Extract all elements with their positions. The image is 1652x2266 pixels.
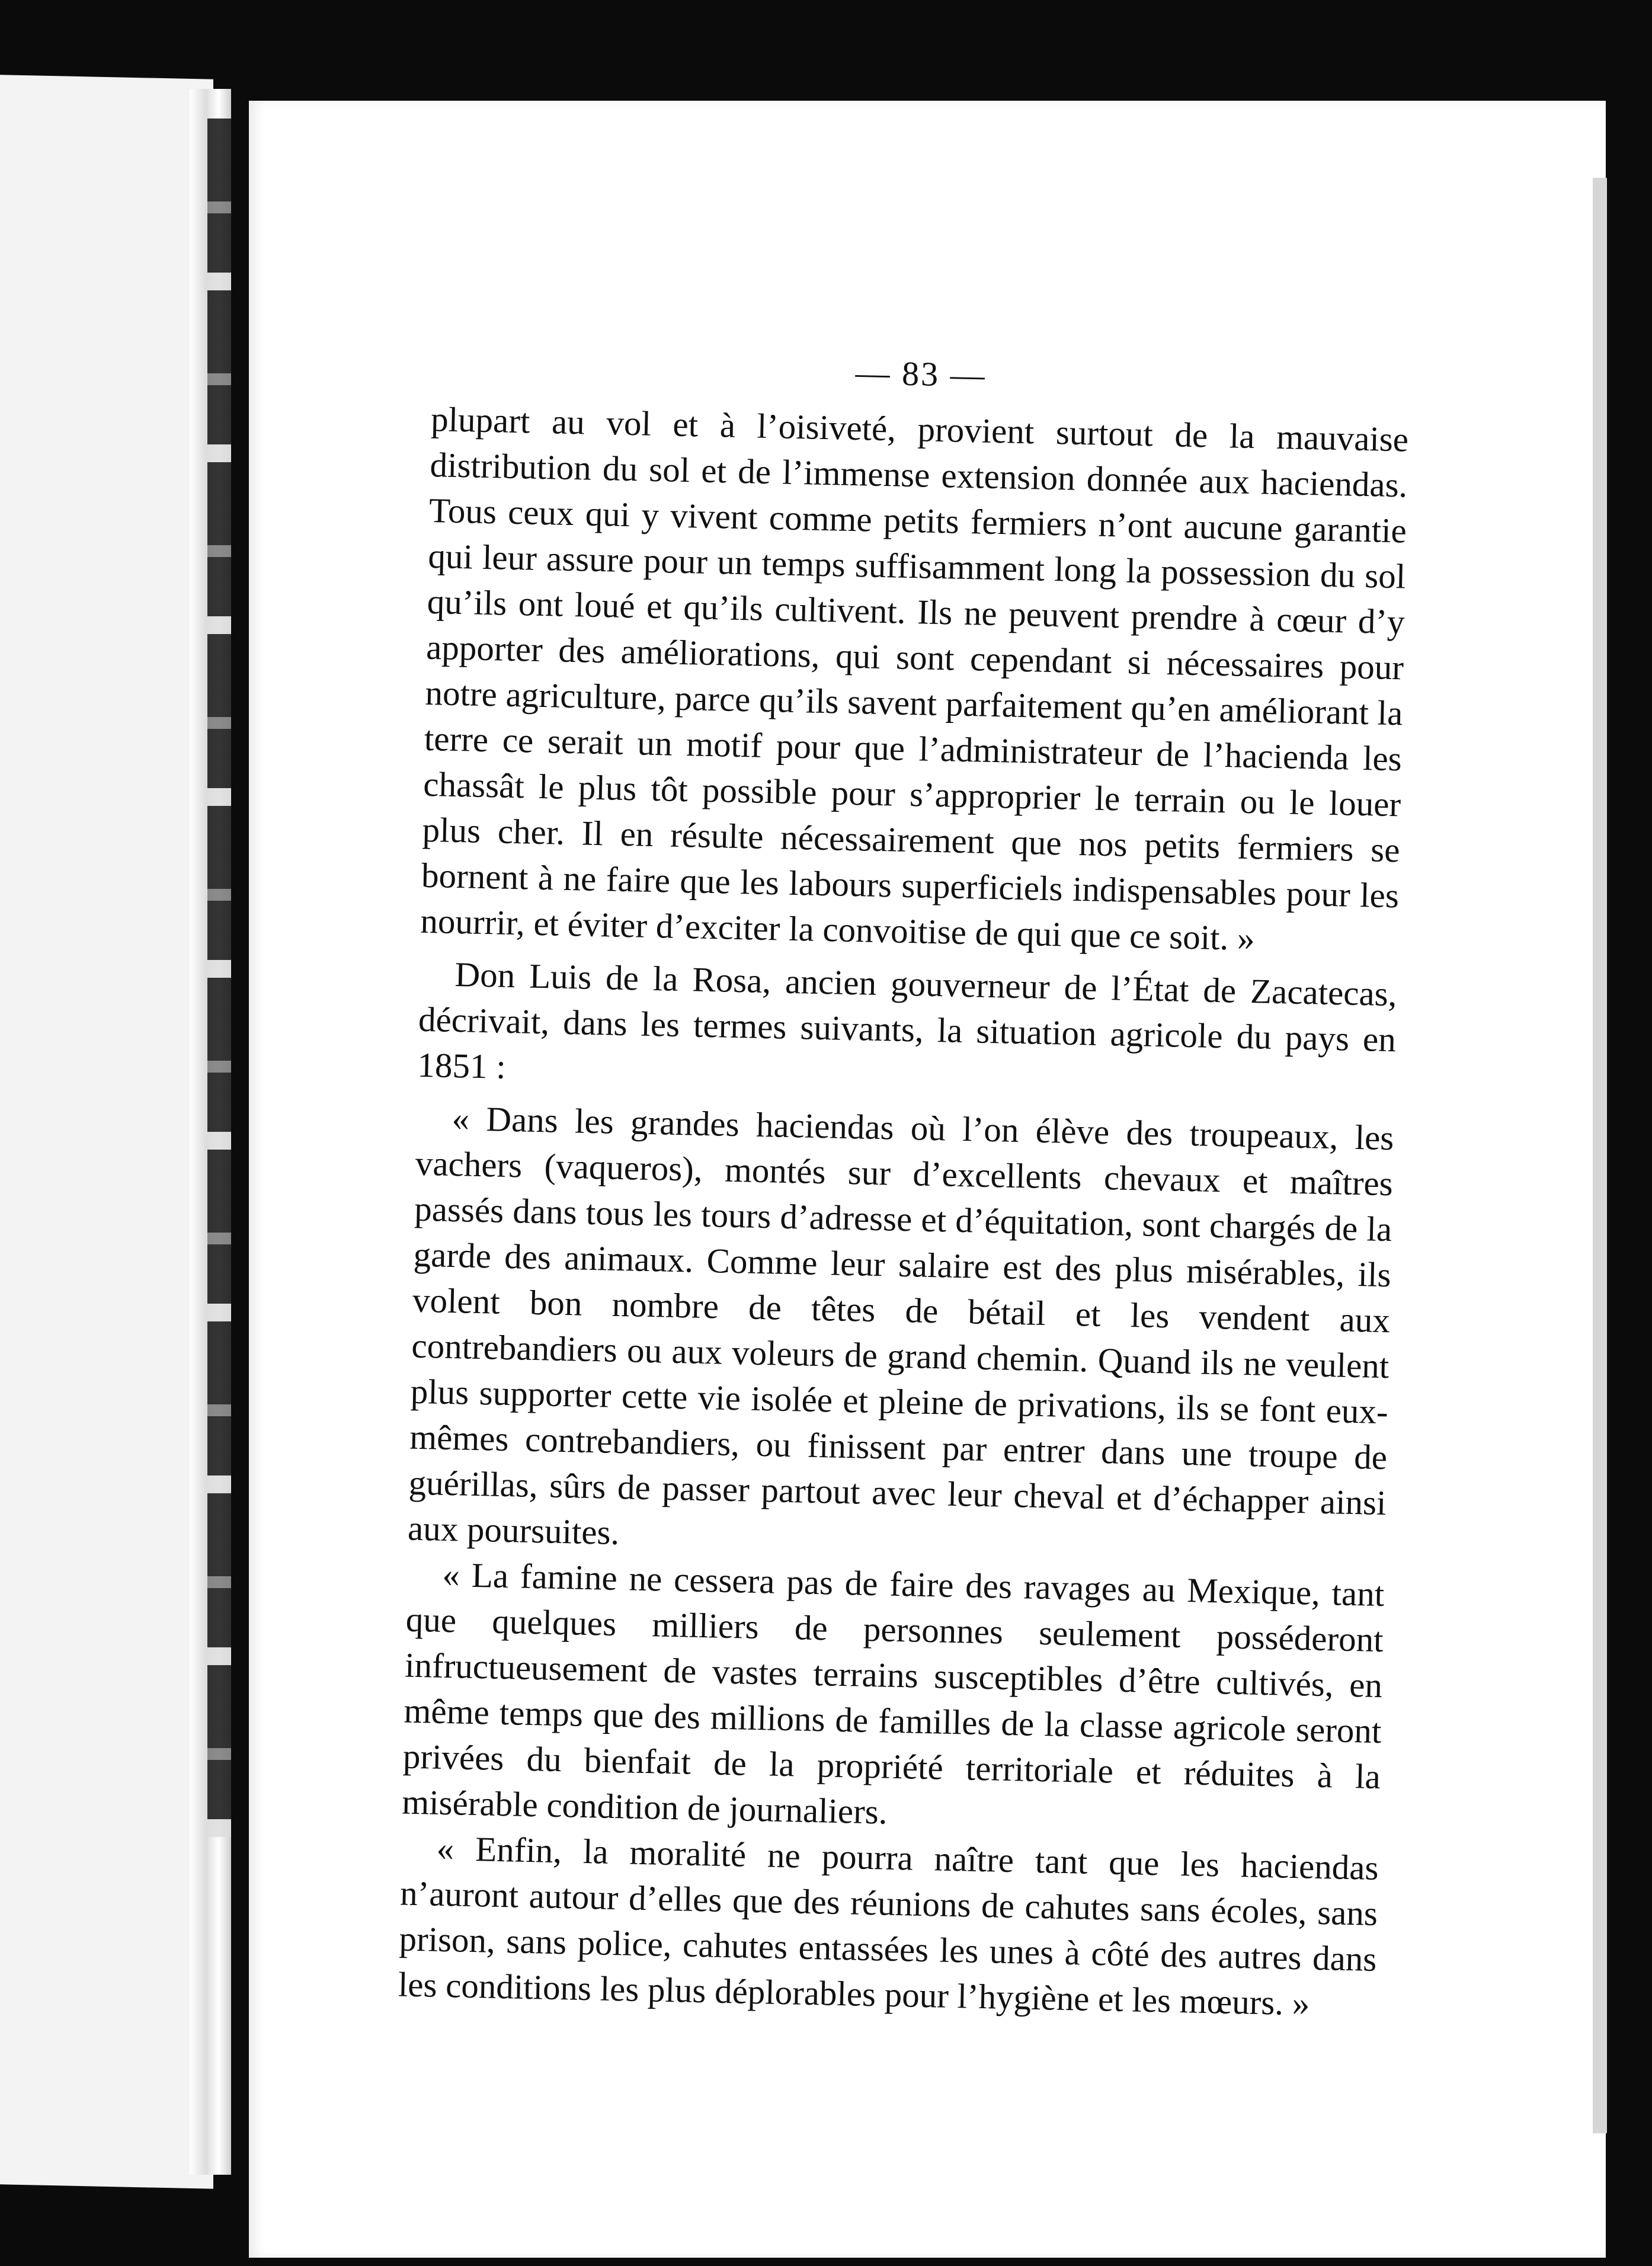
- book-binding: [207, 119, 231, 1837]
- paragraph-4: « La famine ne cessera pas de faire des ravages au Mexique, tant que quelques milliers de personnes seulement posséderont infructueusement de vastes terrains susceptibles d’être cultivés, en même temps que des millions de familles de la classe agricole seront privées du bienfait de la propriété territoriale et réduites à la misérable condition de journaliers.: [401, 1554, 1385, 1832]
- page-number: — 83 —: [854, 353, 987, 395]
- paragraph-1: plupart au vol et à l’oisiveté, provient surtout de la mauvaise distribution du sol et de l’immense extension donnée aux haciendas. Tous ceux qui y vivent comme petits fermiers n’ont aucune garantie qui leur assure pour un temps suffisamment long la possession du sol qu’ils ont loué et qu’ils cultivent. Ils ne peuvent prendre à cœur d’y apporter des améliorations, qui sont cependant si nécessaires pour notre agriculture, parce qu’ils savent parfaitement qu’en améliorant la terre ce serait un motif pour que l’administrateur de l’hacienda les chassât le plus tôt possible pour s’approprier le terrain ou le louer plus cher. Il en résulte nécessairement que nos petits fermiers se bornent à ne faire que les labours superficiels indispensables pour les nourrir, et éviter d’exciter la convoitise de qui que ce soit. »: [420, 399, 1409, 958]
- paragraph-2: Don Luis de la Rosa, ancien gouverneur de l’État de Zacatecas, décrivait, dans les termes suivants, la situation agricole du pays en 1851 :: [417, 955, 1398, 1086]
- paragraph-5: « Enfin, la moralité ne pourra naître tant que les haciendas n’auront autour d’elles que des réunions de cahutes sans écoles, sans prison, sans police, cahutes entassées les unes à côté des autres dans les conditions les plus déplorables pour l’hygiène et les mœurs. »: [398, 1828, 1379, 2023]
- page-text-block: [396, 344, 1410, 2082]
- left-page: [0, 75, 213, 2189]
- paragraph-3: « Dans les grandes haciendas où l’on élève des troupeaux, les vachers (vaqueros), montés sur d’excellents chevaux et maîtres passés dans tous les tours d’adresse et d’équitation, sont chargés de la garde des animaux. Comme leur salaire est des plus misérables, ils volent bon nombre de têtes de bétail et les vendent aux contrebandiers ou aux voleurs de grand chemin. Quand ils ne veulent plus supporter cette vie isolée et pleine de privations, ils se font eux-mêmes contrebandiers, ou finissent par entrer dans une troupe de guérillas, sûrs de passer partout avec leur cheval et d’échapper ainsi aux poursuites.: [407, 1098, 1394, 1553]
- right-page-edge: [1593, 178, 1607, 2133]
